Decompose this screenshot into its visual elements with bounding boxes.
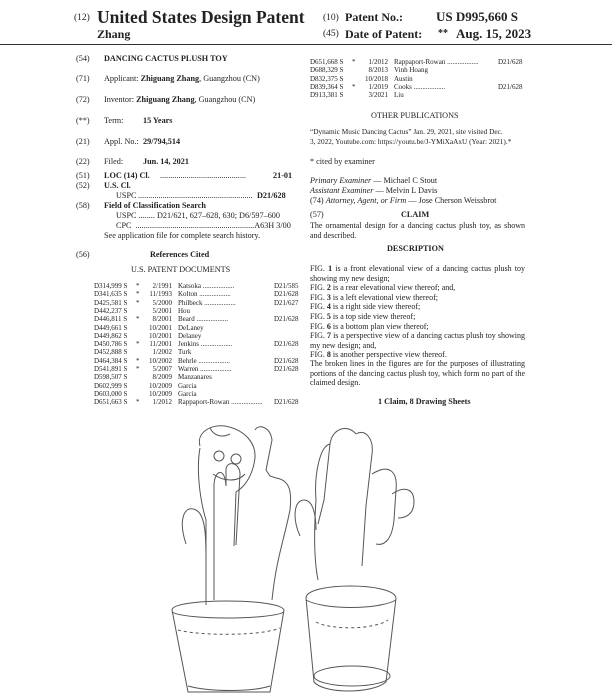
- reference-class: D21/628: [498, 82, 523, 91]
- figure-number: 6: [326, 321, 331, 331]
- reference-name: Cooks ..................: [394, 82, 446, 91]
- reference-class: D21/628: [274, 398, 299, 407]
- reference-name: Philbeck ..................: [178, 298, 236, 307]
- reference-name: Manzanares: [178, 373, 212, 382]
- reference-examiner-cited-mark: *: [352, 58, 356, 66]
- reference-date: 10/2002: [149, 356, 172, 365]
- reference-class: D21/627: [274, 298, 299, 307]
- reference-number: D314,999 S: [94, 282, 128, 290]
- reference-date: 1/2012: [152, 398, 172, 407]
- reference-name: Hou: [178, 306, 191, 315]
- rear-perspective-drawing: [295, 429, 414, 691]
- reference-date: 5/2000: [152, 298, 172, 307]
- other-publications-heading: OTHER PUBLICATIONS: [371, 111, 459, 120]
- reference-class: D21/585: [274, 282, 299, 290]
- inid-code-58: (58): [76, 201, 90, 210]
- application-number-label: Appl. No.:: [104, 137, 139, 146]
- filed-label: Filed:: [104, 157, 124, 166]
- claim-heading: CLAIM: [401, 210, 430, 219]
- reference-examiner-cited-mark: *: [136, 398, 140, 407]
- reference-number: D602,999 S: [94, 381, 128, 390]
- applicant-name: Zhiguang Zhang: [140, 74, 200, 83]
- inventor-name: Zhiguang Zhang: [136, 95, 195, 104]
- reference-examiner-cited-mark: *: [136, 340, 140, 349]
- application-number: 29/794,514: [143, 137, 181, 146]
- inid-code-45: (45): [323, 29, 339, 39]
- inid-code-57: (57): [310, 210, 324, 219]
- reference-name: Garcia: [178, 381, 197, 390]
- reference-number: D832,375 S: [310, 74, 344, 83]
- reference-examiner-cited-mark: *: [136, 298, 140, 307]
- reference-number: D442,237 S: [94, 306, 128, 315]
- reference-number: D651,663 S: [94, 398, 128, 407]
- figure-label: FIG.: [310, 283, 327, 293]
- reference-name: DeLaney: [178, 323, 204, 332]
- inid-code-54: (54): [76, 54, 90, 63]
- filed-date: Jun. 14, 2021: [143, 157, 189, 166]
- reference-date: 5/2007: [152, 365, 172, 373]
- loc-dots: ..........................................: [160, 171, 246, 180]
- us-patent-documents-heading: U.S. PATENT DOCUMENTS: [131, 265, 231, 274]
- reference-examiner-cited-mark: *: [352, 82, 356, 91]
- loc-label: LOC (14) Cl.: [104, 171, 150, 180]
- inid-code-term: (**): [76, 116, 90, 125]
- figure-number: 2: [326, 283, 331, 293]
- applicant-label: Applicant:: [104, 74, 139, 83]
- reference-name: Beard ..................: [178, 315, 228, 324]
- reference-number: D688,329 S: [310, 66, 344, 75]
- description-heading: DESCRIPTION: [387, 244, 444, 253]
- reference-date: 1/2012: [368, 58, 388, 66]
- reference-date: 10/2018: [365, 74, 388, 83]
- reference-name: Rappaport-Rowan ..................: [178, 398, 263, 407]
- reference-examiner-cited-mark: *: [136, 282, 140, 290]
- reference-date: 5/2001: [152, 306, 172, 315]
- reference-date: 10/2009: [149, 381, 172, 390]
- reference-name: Rappaport-Rowan ..................: [394, 58, 479, 66]
- inid-code-21: (21): [76, 137, 90, 146]
- reference-number: D449,862 S: [94, 331, 128, 340]
- cpc-dots: ..........................................................: [135, 221, 255, 230]
- figure-caption: is a bottom plan view thereof;: [330, 321, 429, 331]
- figure-label: FIG.: [310, 321, 327, 331]
- reference-date: 11/1993: [149, 290, 172, 299]
- reference-class: D21/628: [274, 356, 299, 365]
- reference-class: D21/628: [274, 365, 299, 373]
- attorney-label: Attorney, Agent, or Firm: [325, 196, 407, 205]
- figure-caption: is another perspective view thereof.: [330, 350, 447, 360]
- reference-number: D449,661 S: [94, 323, 128, 332]
- reference-examiner-cited-mark: *: [136, 356, 140, 365]
- reference-number: D464,384 S: [94, 356, 128, 365]
- patent-number-label: Patent No.:: [345, 10, 403, 24]
- reference-date: 11/2001: [149, 340, 172, 349]
- inid-code-56: (56): [76, 250, 90, 259]
- reference-name: Katsoka ..................: [178, 282, 235, 290]
- reference-name: Austin: [394, 74, 413, 83]
- reference-date: 8/2013: [368, 66, 388, 75]
- date-of-patent: Aug. 15, 2023: [456, 26, 532, 41]
- reference-name: Warren ..................: [178, 365, 232, 373]
- reference-examiner-cited-mark: *: [136, 290, 140, 299]
- cpc-class: A63H 3/00: [254, 221, 291, 230]
- reference-date: 3/2021: [368, 91, 388, 100]
- term-label: Term:: [104, 116, 124, 125]
- field-of-search-uspc: USPC ........ D21/621, 627–628, 630; D6/597–600: [116, 211, 280, 220]
- patent-number: US D995,660 S: [436, 9, 518, 24]
- reference-number: D452,888 S: [94, 348, 128, 357]
- reference-date: 8/2009: [152, 373, 172, 382]
- reference-name: Delaney: [178, 331, 202, 340]
- broken-lines-statement: The broken lines in the figures are for the purposes of illustrating portions of the dancing cactus plush toy, which form no part of the claimed design.: [310, 359, 525, 388]
- reference-number: D913,381 S: [310, 91, 344, 100]
- cited-by-examiner-note: * cited by examiner: [310, 157, 375, 166]
- document-kind-title: United States Design Patent: [97, 7, 305, 27]
- figure-label: FIG.: [310, 264, 329, 273]
- figure-label: FIG.: [310, 350, 327, 360]
- reference-number: D839,364 S: [310, 82, 344, 91]
- reference-name: Kolton ..................: [178, 290, 231, 299]
- uspc-class: D21/628: [257, 191, 286, 200]
- assistant-examiner-label: Assistant Examiner: [310, 186, 374, 195]
- figure-caption: is a left elevational view thereof;: [330, 292, 438, 302]
- reference-number: D541,891 S: [94, 365, 128, 373]
- reference-name: Liu: [394, 91, 404, 100]
- reference-name: Jenkins ..................: [178, 340, 233, 349]
- term-value: 15 Years: [143, 116, 173, 125]
- figure-number: 8: [326, 350, 331, 360]
- reference-examiner-cited-mark: *: [136, 365, 140, 373]
- figure-caption: is a perspective view of a dancing cactus plush toy showing my new design; and,: [310, 331, 526, 350]
- reference-name: Behrle ..................: [178, 356, 230, 365]
- reference-class: D21/628: [274, 315, 299, 324]
- claims-and-sheets-count: 1 Claim, 8 Drawing Sheets: [378, 397, 471, 406]
- inventor-label: Inventor:: [104, 95, 135, 104]
- reference-class: D21/628: [274, 340, 299, 349]
- uspc-dots: ........................................................: [138, 191, 253, 200]
- reference-class: D21/628: [274, 290, 299, 299]
- primary-examiner-label: Primary Examiner: [310, 176, 372, 185]
- reference-date: 10/2001: [149, 331, 172, 340]
- figure-caption: is a rear elevational view thereof; and,: [330, 283, 456, 293]
- inid-code-72: (72): [76, 95, 90, 104]
- reference-number: D425,581 S: [94, 298, 128, 307]
- inid-code-71: (71): [76, 74, 90, 83]
- reference-number: D603,000 S: [94, 389, 128, 398]
- inventor-place: , Guangzhou (CN): [194, 95, 256, 104]
- claim-text: The ornamental design for a dancing cactus plush toy, as shown and described.: [310, 221, 525, 240]
- inid-code-22: (22): [76, 157, 90, 166]
- assistant-examiner-name: — Melvin L Davis: [375, 186, 438, 195]
- other-publication-line-2: 3, 2022, Youtube.com: https://youtu.be/J-YMiXaAxU (Year: 2021).*: [310, 136, 512, 146]
- reference-name: Vinh Hoang: [394, 66, 428, 75]
- applicant-place: , Guangzhou (CN): [199, 74, 260, 83]
- figure-number: 7: [326, 331, 331, 341]
- reference-name: Garcia: [178, 389, 197, 398]
- figure-label: FIG.: [310, 331, 327, 341]
- inventor-surname: Zhang: [97, 27, 131, 41]
- us-cl-label: U.S. Cl.: [104, 181, 131, 190]
- figure-label: FIG.: [310, 292, 327, 302]
- cpc-label: CPC: [116, 221, 132, 230]
- reference-date: 2/1991: [152, 282, 172, 290]
- field-of-search-label: Field of Classification Search: [104, 201, 206, 210]
- figure-caption: is a top side view thereof;: [330, 311, 416, 321]
- loc-class: 21-01: [273, 171, 293, 180]
- figure-caption: is a front elevational view of a dancing cactus plush toy showing my new design;: [310, 264, 526, 283]
- reference-date: 1/2002: [152, 348, 172, 357]
- figure-label: FIG.: [310, 311, 327, 321]
- inid-code-51: (51): [76, 171, 90, 180]
- reference-number: D341,635 S: [94, 290, 128, 299]
- reference-number: D598,507 S: [94, 373, 128, 382]
- inid-code-74: (74): [310, 196, 324, 205]
- attorney-name: — Jose Cherson Weissbrot: [408, 196, 497, 205]
- uspc-label: USPC: [116, 191, 137, 200]
- primary-examiner-name: — Michael C Stout: [373, 176, 438, 185]
- reference-date: 10/2009: [149, 389, 172, 398]
- reference-number: D446,811 S: [94, 315, 128, 324]
- inid-code-52: (52): [76, 181, 90, 190]
- date-of-patent-label: Date of Patent:: [345, 27, 423, 41]
- reference-class: D21/628: [498, 58, 523, 66]
- references-cited-heading: References Cited: [150, 250, 210, 259]
- reference-name: Turk: [178, 348, 192, 357]
- reference-examiner-cited-mark: *: [136, 315, 140, 324]
- other-publication-line-1: “Dynamic Music Dancing Cactus” Jan. 29, 2021, site visited Dec.: [310, 127, 503, 136]
- inid-code-10: (10): [323, 13, 339, 23]
- reference-date: 1/2019: [368, 82, 388, 91]
- search-history-note: See application file for complete search history.: [104, 231, 261, 240]
- term-extension-mark: **: [438, 28, 448, 39]
- reference-date: 10/2001: [149, 323, 172, 332]
- reference-number: D651,668 S: [310, 58, 344, 66]
- front-view-drawing: [172, 426, 291, 692]
- figure-number: 1: [328, 264, 333, 273]
- figure-caption: is a right side view thereof;: [330, 302, 421, 312]
- figure-number: 5: [326, 311, 331, 321]
- inid-code-12: (12): [74, 13, 90, 23]
- figure-number: 3: [326, 292, 331, 302]
- figure-number: 4: [326, 302, 331, 312]
- reference-date: 8/2001: [152, 315, 172, 324]
- reference-number: D450,786 S: [94, 340, 128, 349]
- figure-label: FIG.: [310, 302, 327, 312]
- design-title: DANCING CACTUS PLUSH TOY: [104, 54, 228, 63]
